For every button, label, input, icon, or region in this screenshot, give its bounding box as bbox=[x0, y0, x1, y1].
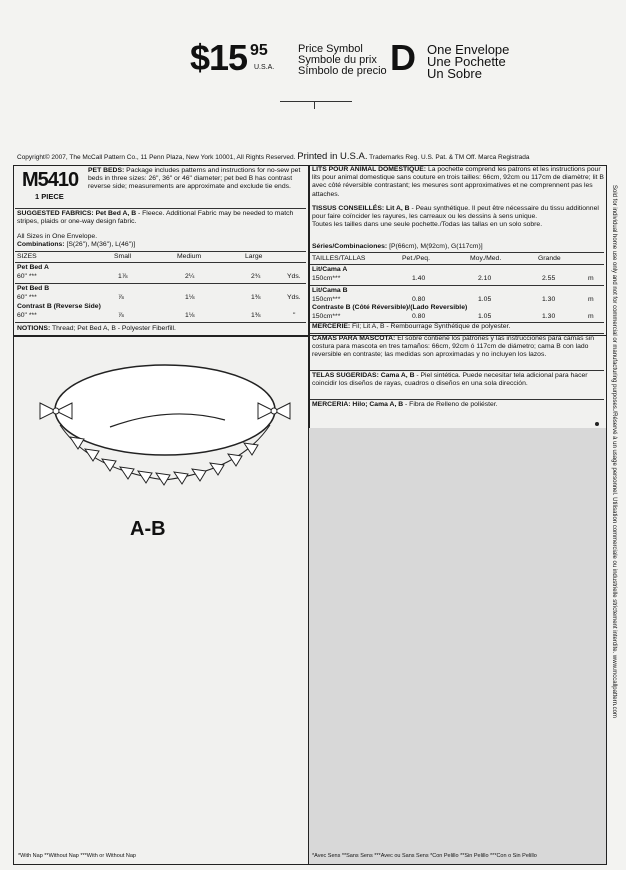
copyright-small: Copyright© 2007, The McCall Pattern Co., 11 Penn Plaza, New York 10001, All Rights Reserved. bbox=[17, 154, 296, 161]
fr-header-small: Pet./Peq. bbox=[402, 255, 430, 262]
copyright-line bbox=[17, 151, 529, 162]
row-label: Lit/Cama A bbox=[312, 266, 348, 273]
row-unit: Yds. bbox=[287, 294, 301, 301]
table-row bbox=[17, 273, 307, 283]
row-value-large: 2¾ bbox=[251, 273, 261, 280]
rule bbox=[310, 370, 604, 371]
spanish-notions bbox=[312, 401, 604, 408]
notions-text: Thread; Pet Bed A, B - Polyester Fiberfill. bbox=[52, 325, 176, 332]
fr-header-large: Grande bbox=[538, 255, 561, 262]
description-label: PET BEDS: bbox=[88, 167, 125, 174]
pattern-description bbox=[88, 167, 302, 192]
es-merceria-bold: Hilo; Cama A, B bbox=[352, 401, 404, 408]
rule bbox=[310, 252, 604, 253]
left-section-divider bbox=[14, 335, 308, 337]
row-value-medium: 1.05 bbox=[478, 296, 492, 303]
fabrics-label: SUGGESTED FABRICS: bbox=[17, 210, 94, 217]
rule bbox=[15, 208, 306, 209]
fr-tissus-bold: Lit A, B bbox=[386, 205, 410, 212]
spanish-fabrics bbox=[312, 372, 604, 388]
row-width: 60" *** bbox=[17, 273, 37, 280]
table-row bbox=[312, 275, 604, 285]
rule bbox=[310, 399, 604, 400]
fr-header-medium: Moy./Med. bbox=[470, 255, 502, 262]
french-fabrics bbox=[312, 205, 604, 230]
rule bbox=[15, 283, 306, 284]
fr-mercerie-text: Fil; Lit A, B - Rembourrage Synthétique de polyester. bbox=[352, 323, 511, 330]
row-label: Contraste B (Côté Réversible)/(Lado Reversible) bbox=[312, 304, 468, 311]
notions-label: NOTIONS: bbox=[17, 325, 51, 332]
size-header-small: Small bbox=[114, 253, 131, 260]
row-value-large: 1.30 bbox=[542, 313, 556, 320]
blank-grey-panel bbox=[309, 428, 606, 864]
price-symbol-letter: D bbox=[390, 37, 416, 78]
es-telas-text: - Piel sintética. Puede necesitar tela adicional para hacer coincidir los diseños de rayas, cuadros o diseños en una sola dirección. bbox=[312, 372, 588, 388]
row-label: Contrast B (Reverse Side) bbox=[17, 303, 101, 310]
row-value-large: 2.55 bbox=[542, 275, 556, 282]
spanish-description bbox=[312, 335, 604, 360]
row-label: Lit/Cama B bbox=[312, 287, 348, 294]
row-value-medium: 1⅛ bbox=[185, 294, 195, 301]
row-value-medium: 1⅛ bbox=[185, 312, 195, 319]
fr-series-value: [P(66cm), M(92cm), G(117cm)] bbox=[389, 243, 483, 250]
es-merceria-text: - Fibra de Relleno de poliéster. bbox=[405, 401, 498, 408]
notions bbox=[17, 325, 307, 332]
size-header-large: Large bbox=[245, 253, 263, 260]
row-width: 60" *** bbox=[17, 312, 37, 319]
price-symbol-fr: Symbole du prix bbox=[298, 54, 377, 66]
bed-outline bbox=[55, 365, 275, 455]
side-legal-text-right: Sold for individual home use only and not for commercial or manufacturing purposes./Réservé à un usage personnel. Utilisation commerciale ou industrielle strictement interdite. www.mccallpattern.com bbox=[611, 185, 617, 718]
fr-tissus-text: - Peau synthétique. Il peut être nécessaire du tissu additionnel pour faire coïncider les rayures, les carreaux ou les dessins à sens unique. bbox=[312, 205, 599, 221]
es-heading: CAMAS PARA MASCOTA: bbox=[312, 335, 396, 342]
row-value-large: 1⅜ bbox=[251, 312, 261, 319]
row-value-small: ⅞ bbox=[118, 294, 124, 301]
trademark: Trademarks Reg. U.S. Pat. & TM Off. Marca Registrada bbox=[369, 154, 530, 161]
price-dollars: $15 bbox=[190, 37, 248, 78]
rule bbox=[310, 333, 604, 334]
fr-all-sizes: Toutes les tailles dans une seule pochette./Todas las tallas en un solo sobre. bbox=[312, 221, 543, 229]
row-value-small: 1⅞ bbox=[118, 273, 128, 280]
fr-tissus-label: TISSUS CONSEILLÉS: bbox=[312, 205, 385, 212]
fabrics-text: - Fleece. Additional Fabric may be needed to match stripes, plaids or one-way design fabric. bbox=[17, 210, 294, 226]
table-row bbox=[17, 312, 307, 322]
nap-legend-en: *With Nap **Without Nap ***With or Without Nap bbox=[18, 853, 136, 859]
price-symbol-en: Price Symbol bbox=[298, 43, 363, 55]
row-unit: Yds. bbox=[287, 273, 301, 280]
row-width: 150cm*** bbox=[312, 275, 341, 282]
price-currency: U.S.A. bbox=[254, 64, 275, 71]
center-tick-mark bbox=[280, 101, 352, 102]
description-text: Package includes patterns and instructions for no-sew pet beds in three sizes: 26", 36" or 46" diameter; pet bed B has contrast reverse side; measurements are approximate and exclude tie ends. bbox=[88, 167, 301, 191]
french-series bbox=[312, 243, 604, 250]
size-header-medium: Medium bbox=[177, 253, 202, 260]
envelope-en: One Envelope bbox=[427, 42, 510, 57]
row-value-small: 0.80 bbox=[412, 296, 426, 303]
row-width: 150cm*** bbox=[312, 313, 341, 320]
combinations bbox=[17, 241, 135, 248]
rule bbox=[310, 285, 604, 286]
rule bbox=[15, 262, 306, 263]
row-value-large: 1⅜ bbox=[251, 294, 261, 301]
rule bbox=[15, 322, 306, 323]
french-notions bbox=[312, 323, 604, 330]
row-unit: m bbox=[588, 296, 594, 303]
row-value-medium: 2¼ bbox=[185, 273, 195, 280]
row-width: 150cm*** bbox=[312, 296, 341, 303]
row-label: Pet Bed B bbox=[17, 285, 50, 292]
combinations-value: [S(26"), M(36"), L(46")] bbox=[66, 241, 136, 248]
fr-mercerie-label: MERCERIE: bbox=[312, 323, 351, 330]
size-header-label: SIZES bbox=[17, 253, 37, 260]
rule bbox=[310, 264, 604, 265]
row-unit: m bbox=[588, 275, 594, 282]
price-symbol-es: Símbolo de precio bbox=[298, 65, 387, 77]
french-description bbox=[312, 166, 604, 199]
all-sizes-note: All Sizes in One Envelope. bbox=[17, 233, 98, 240]
row-value-small: 1.40 bbox=[412, 275, 426, 282]
fr-heading: LITS POUR ANIMAL DOMESTIQUE: bbox=[312, 166, 427, 173]
printed-in: Printed in U.S.A. bbox=[297, 151, 368, 162]
price-cents: 95 bbox=[250, 42, 268, 59]
fr-series-label: Séries/Combinaciones: bbox=[312, 243, 388, 250]
fr-header-label: TAILLES/TALLAS bbox=[312, 255, 366, 262]
price-symbol-labels bbox=[298, 44, 387, 77]
row-width: 60" *** bbox=[17, 294, 37, 301]
fr-text: La pochette comprend les patrons et les instructions pour lits pour animal domestique sans couture en trois tailles: 66cm, 92cm ou 117cm de diamètre; lit B avec côté réversible contrastant; les mesures sont approximatives et ne comprennent pas les attaches. bbox=[312, 166, 604, 198]
row-value-small: 0.80 bbox=[412, 313, 426, 320]
es-telas-bold: Cama A, B bbox=[380, 372, 415, 379]
row-label: Pet Bed A bbox=[17, 264, 49, 271]
row-unit: " bbox=[293, 312, 296, 319]
row-value-medium: 1.05 bbox=[478, 313, 492, 320]
fabrics-bold: Pet Bed A, B bbox=[95, 210, 137, 217]
pattern-number: M5410 bbox=[22, 169, 79, 191]
rule bbox=[15, 251, 306, 252]
envelope-labels bbox=[427, 44, 509, 80]
row-value-small: ⅞ bbox=[118, 312, 124, 319]
row-value-medium: 2.10 bbox=[478, 275, 492, 282]
combinations-label: Combinations: bbox=[17, 241, 65, 248]
envelope-fr: Une Pochette bbox=[427, 54, 506, 69]
view-label: A-B bbox=[130, 518, 166, 540]
es-merceria-label: MERCERIA: bbox=[312, 401, 351, 408]
registration-dot bbox=[595, 422, 599, 426]
es-text: El sobre contiene los patrones y las instrucciones para camas sin costura para mascota en tres tamaños: 66cm, 92cm ó 117cm de diámetro; cama B con lado reversible en contraste; las medidas son aproximadas y no incluyen los lazos. bbox=[312, 335, 595, 359]
pet-bed-illustration bbox=[30, 355, 300, 515]
row-unit: m bbox=[588, 313, 594, 320]
piece-count: 1 PIECE bbox=[35, 192, 64, 201]
suggested-fabrics bbox=[17, 210, 307, 226]
envelope-es: Un Sobre bbox=[427, 66, 482, 81]
es-telas-label: TELAS SUGERIDAS: bbox=[312, 372, 379, 379]
row-value-large: 1.30 bbox=[542, 296, 556, 303]
nap-legend-fr-es: *Avec Sens **Sans Sens ***Avec ou Sans Sens *Con Pelillo **Sin Pelillo ***Con o Sin Pelillo bbox=[312, 853, 537, 859]
